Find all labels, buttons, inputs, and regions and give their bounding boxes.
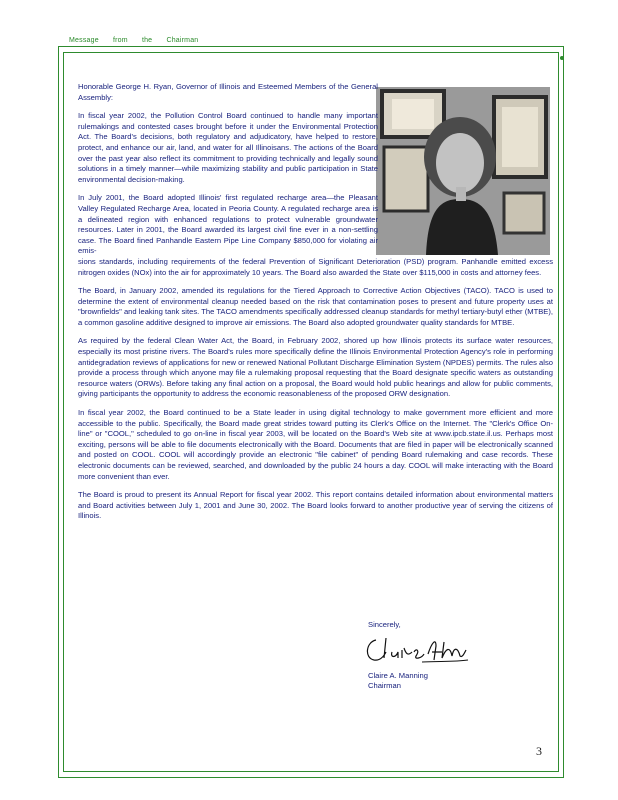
letter-paragraph: In fiscal year 2002, the Pollution Control Board continued to handle many important rulemakings and contested cases brought before it under the Environmental Protection Act. The Board's decisions, both regulatory and adjudicatory, have helped to restore, protect, and enhance our air, land, and water for all Illinoisans. The actions of the Board over the past year also reflect its commitment to providing technically and legally sound solutions in a timely manner—while maximizing stability and public participation in State environmental decision-making. (78, 111, 378, 184)
page-header (69, 37, 210, 44)
letter-paragraph: sions standards, including requirements of the federal Prevention of Significant Deterioration (PSD) program. Panhandle emitted excess nitrogen oxides (NOx) into the air for approximately 10 years. The Board also awarded the State over $115,000 in costs and attorney fees. (78, 256, 553, 277)
border-ornament (560, 56, 564, 60)
signer-title: Chairman (368, 681, 401, 690)
letter-body (78, 82, 553, 530)
handwritten-signature (362, 632, 472, 668)
header-word: the (141, 37, 153, 44)
letter-salutation: Honorable George H. Ryan, Governor of Illinois and Esteemed Members of the General Assembly: (78, 82, 378, 102)
signer-name: Claire A. Manning (368, 671, 428, 680)
letter-paragraph: As required by the federal Clean Water Act, the Board, in February 2002, shored up how Illinois protects its surface water resources, especially its most pristine rivers. The Board's rules more specifically define the Illinois Environmental Protection Agency's role in performing antidegradation reviews of applications for new or renewed National Pollutant Discharge Elimination System (NPDES) permits. The rules also provide a process through which anyone may file a rulemaking proposal requesting that the Board designate specific waters as outstanding resource waters (ORWs). Before taking any final action on a proposal, the Board would hold public hearings and allow for public comments, giving participants the opportunity to address the economic reasonableness of the proposed ORW designation. (78, 336, 553, 399)
header-word: Message (69, 37, 99, 44)
letter-closing: Sincerely, (368, 620, 401, 629)
header-word: from (112, 37, 128, 44)
letter-paragraph: The Board is proud to present its Annual Report for fiscal year 2002. This report contains detailed information about environmental matters and Board activities between July 1, 2001 and June 30, 2002. The Board looks forward to another productive year of serving the citizens of Illinois. (78, 490, 553, 521)
letter-paragraph: In fiscal year 2002, the Board continued to be a State leader in using digital technology to make government more efficient and more accessible to the public. Specifically, the Board made great strides toward putting its Clerk's Office on the Internet. The "Clerk's Office On-line" or "COOL," scheduled to go on-line in fiscal year 2003, will be located on the Board's Web site at www.ipcb.state.il.us. Perhaps most exciting, persons will be able to file documents electronically with the Board. Documents that are filed in paper will be electronically scanned and posted on COOL. COOL will accordingly provide an electronic "file cabinet" of pending Board rulemaking and case records. These electronic documents can be reviewed, searched, and downloaded by the public 24 hours a day. COOL will make interacting with the Board more convenient than ever. (78, 408, 553, 481)
letter-paragraph: In July 2001, the Board adopted Illinois' first regulated recharge area—the Pleasant Valley Regulated Recharge Area, located in Peoria County. A regulated recharge area is a delineated region with enhanced regulations to protect vulnerable groundwater resources. Later in 2001, the Board awarded its largest civil fine ever in a non-settling case. The Board fined Panhandle Eastern Pipe Line Company $850,000 for violating air emis- (78, 193, 378, 256)
letter-paragraph: The Board, in January 2002, amended its regulations for the Tiered Approach to Corrective Action Objectives (TACO). TACO is used to determine the extent of environmental cleanup needed based on the risk that contamination poses to present and future property uses at "brownfields" and leaking tank sites. The TACO amendments specifically addressed cleanup standards for methyl tertiary-butyl ether (MTBE), a common gasoline additive designed to improve air emissions. The Board also adopted groundwater quality standards for MTBE. (78, 286, 553, 327)
header-word: Chairman (166, 37, 199, 44)
page-number: 3 (536, 744, 542, 758)
signer-block (368, 671, 428, 691)
